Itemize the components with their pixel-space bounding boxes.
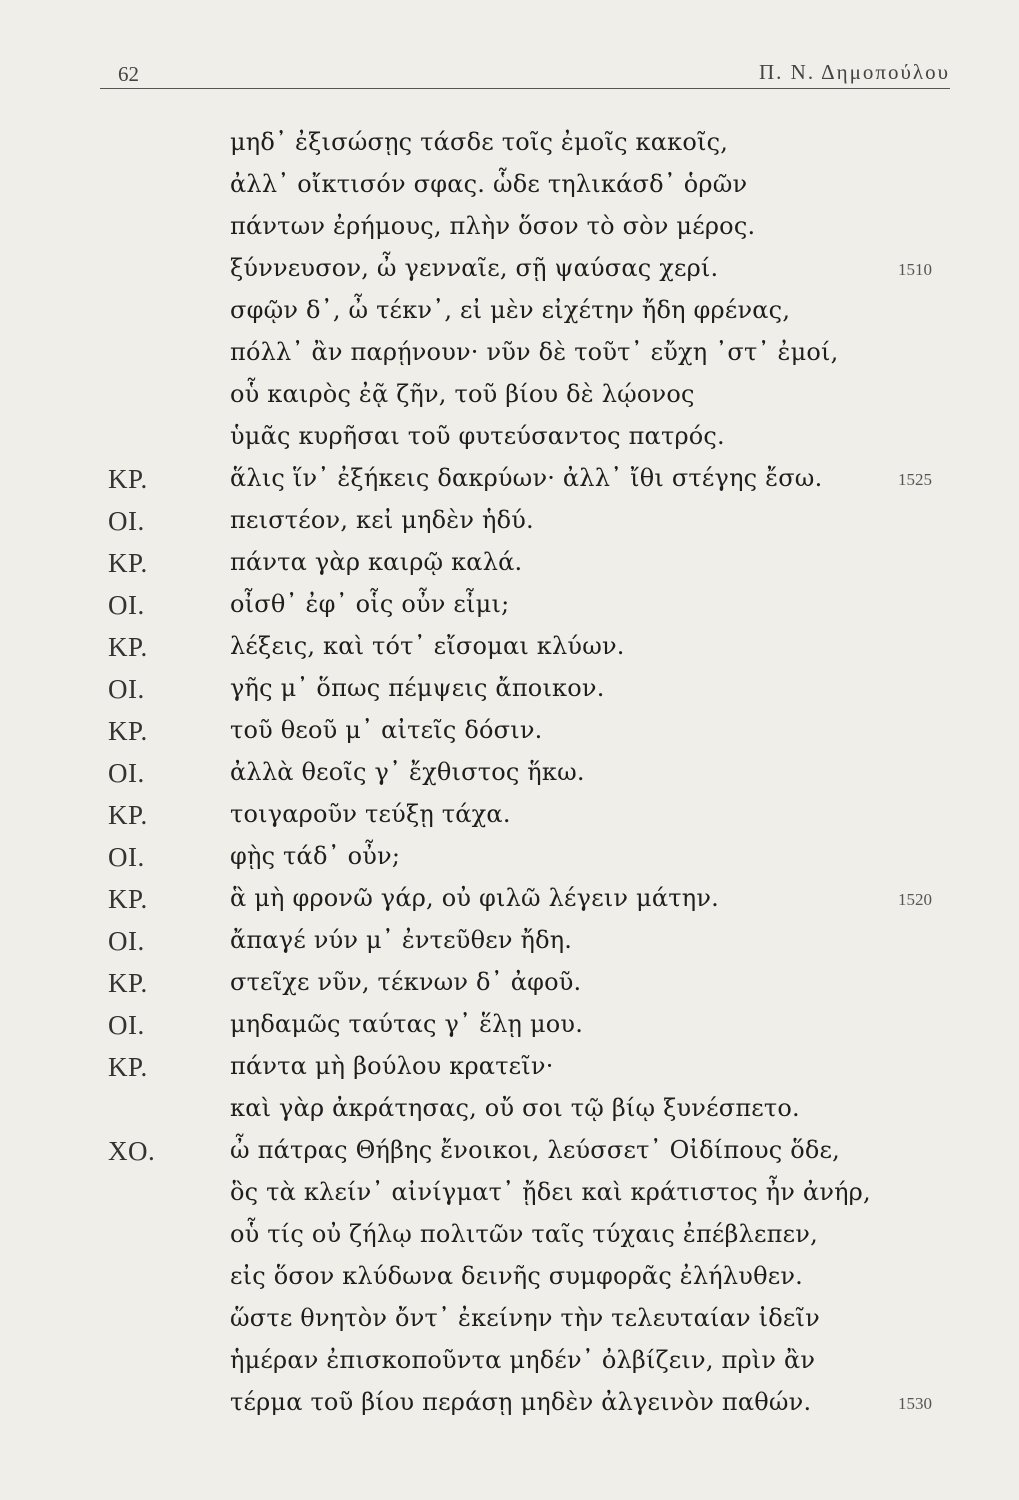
verse-line xyxy=(0,796,1019,838)
verse-line xyxy=(0,586,1019,628)
verse-line xyxy=(0,964,1019,1006)
verse-text: καὶ γὰρ ἀκράτησας, οὔ σοι τῷ βίῳ ξυνέσπετο. xyxy=(230,1094,800,1122)
verse-text: πάντων ἐρήμους, πλὴν ὅσον τὸ σὸν μέρος. xyxy=(230,212,756,240)
verse-text: ξύννευσον, ὦ γενναῖε, σῇ ψαύσας χερί. xyxy=(230,254,719,282)
verse-text: πόλλ᾽ ἂν παρῄνουν· νῦν δὲ τοῦτ᾽ εὔχη ᾽στ᾽ ἐμοί, xyxy=(230,338,839,366)
verse-line xyxy=(0,376,1019,418)
verse-line xyxy=(0,922,1019,964)
verse-line xyxy=(0,1216,1019,1258)
running-head: Π. Ν. Δημοπούλου xyxy=(759,60,950,84)
verse-line xyxy=(0,166,1019,208)
page-header xyxy=(100,48,950,89)
speaker-label: ΚΡ. xyxy=(108,968,148,998)
verse-text: μηδαμῶς ταύτας γ᾽ ἕλῃ μου. xyxy=(230,1010,584,1038)
verse-line xyxy=(0,502,1019,544)
verse-text: γῆς μ᾽ ὅπως πέμψεις ἄποικον. xyxy=(230,674,605,702)
line-number: 1525 xyxy=(898,470,932,489)
speaker-label: ΚΡ. xyxy=(108,800,148,830)
verse-text: ἀλλ᾽ οἴκτισόν σφας. ὧδε τηλικάσδ᾽ ὁρῶν xyxy=(230,170,748,198)
verse-text: τέρμα τοῦ βίου περάσῃ μηδὲν ἀλγεινὸν παθών. xyxy=(230,1388,812,1416)
verse-text: εἰς ὅσον κλύδωνα δεινῆς συμφορᾶς ἐλήλυθεν. xyxy=(230,1262,803,1290)
verse-text: στεῖχε νῦν, τέκνων δ᾽ ἀφοῦ. xyxy=(230,968,582,996)
verse-text: σφῷν δ᾽, ὦ τέκν᾽, εἰ μὲν εἰχέτην ἤδη φρένας, xyxy=(230,296,791,324)
verse-line xyxy=(0,460,1019,502)
verse-line xyxy=(0,1132,1019,1174)
verse-line xyxy=(0,754,1019,796)
speaker-label: ΚΡ. xyxy=(108,464,148,494)
verse-line xyxy=(0,1048,1019,1090)
page-number: 62 xyxy=(118,62,139,86)
verse-line xyxy=(0,124,1019,166)
verse-line xyxy=(0,1174,1019,1216)
verse-text: τοῦ θεοῦ μ᾽ αἰτεῖς δόσιν. xyxy=(230,716,543,744)
speaker-label: ΟΙ. xyxy=(108,590,145,620)
verse-line xyxy=(0,1342,1019,1384)
speaker-label: ΟΙ. xyxy=(108,506,145,536)
line-number: 1510 xyxy=(898,260,932,279)
line-number: 1530 xyxy=(898,1394,932,1413)
verse-text: ἡμέραν ἐπισκοποῦντα μηδέν᾽ ὀλβίζειν, πρὶν ἂν xyxy=(230,1346,816,1374)
verse-text: πάντα γὰρ καιρῷ καλά. xyxy=(230,548,523,576)
verse-text: ἀλλὰ θεοῖς γ᾽ ἔχθιστος ἥκω. xyxy=(230,758,585,786)
verse-line xyxy=(0,880,1019,922)
verse-text: μηδ᾽ ἐξισώσῃς τάσδε τοῖς ἐμοῖς κακοῖς, xyxy=(230,128,729,156)
verse-text: ἃ μὴ φρονῶ γάρ, οὐ φιλῶ λέγειν μάτην. xyxy=(230,884,719,912)
verse-text: ἄπαγέ νύν μ᾽ ἐντεῦθεν ἤδη. xyxy=(230,926,573,954)
verse-line xyxy=(0,208,1019,250)
speaker-label: ΟΙ. xyxy=(108,1010,145,1040)
speaker-label: ΟΙ. xyxy=(108,842,145,872)
verse-text: οἶσθ᾽ ἐφ᾽ οἷς οὖν εἶμι; xyxy=(230,590,510,618)
speaker-label: ΚΡ. xyxy=(108,632,148,662)
line-number: 1520 xyxy=(898,890,932,909)
speaker-label: ΟΙ. xyxy=(108,926,145,956)
speaker-label: ΚΡ. xyxy=(108,884,148,914)
verse-line xyxy=(0,1258,1019,1300)
verse-text: οὗ καιρὸς ἐᾷ ζῆν, τοῦ βίου δὲ λῴονος xyxy=(230,380,695,408)
verse-text: ὃς τὰ κλείν᾽ αἰνίγματ᾽ ᾔδει καὶ κράτιστος ἦν ἀνήρ, xyxy=(230,1178,871,1206)
verse-text: οὗ τίς οὐ ζήλῳ πολιτῶν ταῖς τύχαις ἐπέβλεπεν, xyxy=(230,1220,818,1248)
speaker-label: ΚΡ. xyxy=(108,548,148,578)
verse-text: ὑμᾶς κυρῆσαι τοῦ φυτεύσαντος πατρός. xyxy=(230,422,725,450)
speaker-label: ΚΡ. xyxy=(108,1052,148,1082)
verse-line xyxy=(0,250,1019,292)
verse-text: λέξεις, καὶ τότ᾽ εἴσομαι κλύων. xyxy=(230,632,625,660)
speaker-label: ΧΟ. xyxy=(108,1136,156,1166)
verse-text: πάντα μὴ βούλου κρατεῖν· xyxy=(230,1052,554,1080)
verse-line xyxy=(0,418,1019,460)
verse-line xyxy=(0,1384,1019,1426)
verse-line xyxy=(0,628,1019,670)
verse-line xyxy=(0,292,1019,334)
verse-line xyxy=(0,712,1019,754)
verse-line xyxy=(0,1090,1019,1132)
speaker-label: ΟΙ. xyxy=(108,758,145,788)
verse-text: ὦ πάτρας Θήβης ἔνοικοι, λεύσσετ᾽ Οἰδίπους ὅδε, xyxy=(230,1136,840,1164)
verse-line xyxy=(0,838,1019,880)
verse-text: τοιγαροῦν τεύξῃ τάχα. xyxy=(230,800,511,828)
verse-line xyxy=(0,670,1019,712)
verse-line xyxy=(0,544,1019,586)
verse-text: ἅλις ἵν᾽ ἐξήκεις δακρύων· ἀλλ᾽ ἴθι στέγης ἔσω. xyxy=(230,464,823,492)
verse-line xyxy=(0,334,1019,376)
speaker-label: ΟΙ. xyxy=(108,674,145,704)
verse-line xyxy=(0,1006,1019,1048)
verse-text: πειστέον, κεἰ μηδὲν ἡδύ. xyxy=(230,506,534,534)
verse-line xyxy=(0,1300,1019,1342)
verse-text: φῂς τάδ᾽ οὖν; xyxy=(230,842,401,870)
verse-text: ὥστε θνητὸν ὄντ᾽ ἐκείνην τὴν τελευταίαν ἰδεῖν xyxy=(230,1304,820,1332)
speaker-label: ΚΡ. xyxy=(108,716,148,746)
